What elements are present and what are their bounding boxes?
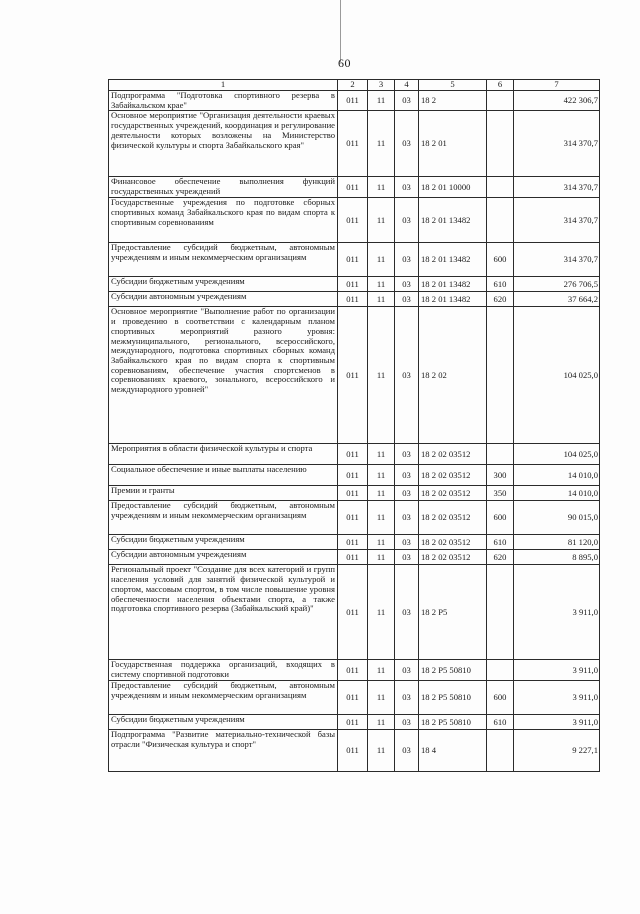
row-target-article: 18 2 02 03512 xyxy=(419,444,487,465)
row-subsection-code: 03 xyxy=(395,444,419,465)
row-expense-type xyxy=(487,565,514,660)
row-subsection-code: 03 xyxy=(395,501,419,535)
row-grbs-code: 011 xyxy=(338,243,368,277)
row-amount: 90 015,0 xyxy=(514,501,600,535)
row-section-code: 11 xyxy=(368,486,395,501)
row-grbs-code: 011 xyxy=(338,660,368,681)
row-section-code: 11 xyxy=(368,730,395,772)
row-expense-type xyxy=(487,730,514,772)
row-section-code: 11 xyxy=(368,465,395,486)
row-expense-type: 620 xyxy=(487,292,514,307)
budget-table xyxy=(108,79,600,772)
row-grbs-code: 011 xyxy=(338,91,368,111)
row-amount: 104 025,0 xyxy=(514,307,600,444)
row-expense-type: 600 xyxy=(487,681,514,715)
row-expense-type: 600 xyxy=(487,243,514,277)
row-grbs-code: 011 xyxy=(338,681,368,715)
row-target-article: 18 2 02 03512 xyxy=(419,465,487,486)
table-header-row xyxy=(109,80,600,91)
row-target-article: 18 2 P5 xyxy=(419,565,487,660)
row-expense-type xyxy=(487,307,514,444)
table-row xyxy=(109,91,600,111)
row-target-article: 18 2 01 10000 xyxy=(419,177,487,198)
scan-fold-line xyxy=(340,0,341,62)
row-amount: 314 370,7 xyxy=(514,243,600,277)
row-target-article: 18 2 01 13482 xyxy=(419,243,487,277)
row-name: Субсидии автономным учреждениям xyxy=(109,550,338,565)
row-expense-type xyxy=(487,198,514,243)
table-row xyxy=(109,681,600,715)
row-subsection-code: 03 xyxy=(395,91,419,111)
row-name: Предоставление субсидий бюджетным, автономным учреждениям и иным некоммерческим организациям xyxy=(109,501,338,535)
row-expense-type: 300 xyxy=(487,465,514,486)
row-expense-type: 600 xyxy=(487,501,514,535)
row-expense-type: 610 xyxy=(487,535,514,550)
row-name: Подпрограмма "Развитие материально-технической базы отрасли "Физическая культура и спорт" xyxy=(109,730,338,772)
row-target-article: 18 2 xyxy=(419,91,487,111)
row-amount: 8 895,0 xyxy=(514,550,600,565)
row-section-code: 11 xyxy=(368,198,395,243)
row-grbs-code: 011 xyxy=(338,111,368,177)
row-subsection-code: 03 xyxy=(395,292,419,307)
row-amount: 314 370,7 xyxy=(514,198,600,243)
table-row xyxy=(109,198,600,243)
row-amount: 3 911,0 xyxy=(514,565,600,660)
row-section-code: 11 xyxy=(368,535,395,550)
row-subsection-code: 03 xyxy=(395,730,419,772)
row-amount: 3 911,0 xyxy=(514,715,600,730)
table-row xyxy=(109,501,600,535)
row-amount: 314 370,7 xyxy=(514,177,600,198)
row-name: Основное мероприятие "Выполнение работ по организации и проведению в соответствии с календарным планом спортивных мероприятий разного уровня: межмуниципального, регионального, всероссийского, международного, подготовка спортивных сборных команд Забайкальского края по видам спорта к спортивным соревнованиям, обеспечение участия спортсменов в соревнованиях краевого, зонального, всероссийского и международного уровней" xyxy=(109,307,338,444)
table-row xyxy=(109,111,600,177)
row-amount: 14 010,0 xyxy=(514,465,600,486)
row-subsection-code: 03 xyxy=(395,465,419,486)
row-grbs-code: 011 xyxy=(338,177,368,198)
row-expense-type xyxy=(487,444,514,465)
row-expense-type: 620 xyxy=(487,550,514,565)
row-name: Государственные учреждения по подготовке сборных спортивных команд Забайкальского края по видам спорта к спортивным соревнованиям xyxy=(109,198,338,243)
column-header-1: 1 xyxy=(109,80,338,91)
row-target-article: 18 4 xyxy=(419,730,487,772)
row-section-code: 11 xyxy=(368,91,395,111)
row-section-code: 11 xyxy=(368,307,395,444)
row-name: Региональный проект "Создание для всех категорий и групп населения условий для занятий физической культурой и спортом, массовым спортом, в том числе повышение уровня обеспеченности населения объектами спорта, а также подготовка спортивного резерва (Забайкальский край)" xyxy=(109,565,338,660)
row-section-code: 11 xyxy=(368,501,395,535)
table-row xyxy=(109,660,600,681)
row-name: Субсидии бюджетным учреждениям xyxy=(109,277,338,292)
row-name: Финансовое обеспечение выполнения функций государственных учреждений xyxy=(109,177,338,198)
column-header-7: 7 xyxy=(514,80,600,91)
row-name: Подпрограмма "Подготовка спортивного резерва в Забайкальском крае" xyxy=(109,91,338,111)
row-amount: 314 370,7 xyxy=(514,111,600,177)
row-target-article: 18 2 02 03512 xyxy=(419,486,487,501)
row-amount: 3 911,0 xyxy=(514,681,600,715)
row-section-code: 11 xyxy=(368,111,395,177)
row-target-article: 18 2 02 03512 xyxy=(419,501,487,535)
row-grbs-code: 011 xyxy=(338,277,368,292)
table-row xyxy=(109,277,600,292)
table-row xyxy=(109,715,600,730)
row-target-article: 18 2 01 xyxy=(419,111,487,177)
row-subsection-code: 03 xyxy=(395,535,419,550)
column-header-6: 6 xyxy=(487,80,514,91)
row-subsection-code: 03 xyxy=(395,277,419,292)
row-section-code: 11 xyxy=(368,660,395,681)
row-grbs-code: 011 xyxy=(338,535,368,550)
row-subsection-code: 03 xyxy=(395,111,419,177)
row-grbs-code: 011 xyxy=(338,307,368,444)
row-amount: 37 664,2 xyxy=(514,292,600,307)
row-expense-type: 610 xyxy=(487,715,514,730)
row-subsection-code: 03 xyxy=(395,715,419,730)
row-target-article: 18 2 P5 50810 xyxy=(419,660,487,681)
row-target-article: 18 2 P5 50810 xyxy=(419,681,487,715)
row-amount: 9 227,1 xyxy=(514,730,600,772)
row-amount: 81 120,0 xyxy=(514,535,600,550)
row-target-article: 18 2 02 03512 xyxy=(419,550,487,565)
row-name: Премии и гранты xyxy=(109,486,338,501)
row-target-article: 18 2 01 13482 xyxy=(419,277,487,292)
table-row xyxy=(109,292,600,307)
row-section-code: 11 xyxy=(368,681,395,715)
row-subsection-code: 03 xyxy=(395,243,419,277)
row-subsection-code: 03 xyxy=(395,550,419,565)
row-target-article: 18 2 01 13482 xyxy=(419,292,487,307)
row-amount: 422 306,7 xyxy=(514,91,600,111)
row-section-code: 11 xyxy=(368,565,395,660)
row-section-code: 11 xyxy=(368,277,395,292)
row-name: Мероприятия в области физической культуры и спорта xyxy=(109,444,338,465)
table-row xyxy=(109,465,600,486)
row-target-article: 18 2 P5 50810 xyxy=(419,715,487,730)
table-row xyxy=(109,177,600,198)
row-grbs-code: 011 xyxy=(338,198,368,243)
column-header-4: 4 xyxy=(395,80,419,91)
row-section-code: 11 xyxy=(368,444,395,465)
row-grbs-code: 011 xyxy=(338,730,368,772)
row-expense-type xyxy=(487,111,514,177)
row-expense-type: 610 xyxy=(487,277,514,292)
row-section-code: 11 xyxy=(368,243,395,277)
table-row xyxy=(109,444,600,465)
row-amount: 3 911,0 xyxy=(514,660,600,681)
row-name: Субсидии бюджетным учреждениям xyxy=(109,535,338,550)
row-subsection-code: 03 xyxy=(395,177,419,198)
column-header-5: 5 xyxy=(419,80,487,91)
row-subsection-code: 03 xyxy=(395,198,419,243)
table-row xyxy=(109,535,600,550)
row-subsection-code: 03 xyxy=(395,565,419,660)
row-name: Предоставление субсидий бюджетным, автономным учреждениям и иным некоммерческим организациям xyxy=(109,243,338,277)
row-section-code: 11 xyxy=(368,177,395,198)
row-expense-type xyxy=(487,91,514,111)
row-section-code: 11 xyxy=(368,292,395,307)
row-name: Субсидии автономным учреждениям xyxy=(109,292,338,307)
page-number: 60 xyxy=(338,56,351,70)
row-target-article: 18 2 02 xyxy=(419,307,487,444)
row-target-article: 18 2 01 13482 xyxy=(419,198,487,243)
row-grbs-code: 011 xyxy=(338,486,368,501)
row-name: Предоставление субсидий бюджетным, автономным учреждениям и иным некоммерческим организациям xyxy=(109,681,338,715)
row-subsection-code: 03 xyxy=(395,486,419,501)
row-grbs-code: 011 xyxy=(338,565,368,660)
row-name: Субсидии бюджетным учреждениям xyxy=(109,715,338,730)
table-row xyxy=(109,550,600,565)
row-grbs-code: 011 xyxy=(338,292,368,307)
row-grbs-code: 011 xyxy=(338,501,368,535)
row-expense-type xyxy=(487,177,514,198)
table-row xyxy=(109,565,600,660)
row-amount: 104 025,0 xyxy=(514,444,600,465)
row-grbs-code: 011 xyxy=(338,715,368,730)
row-grbs-code: 011 xyxy=(338,444,368,465)
row-target-article: 18 2 02 03512 xyxy=(419,535,487,550)
table-row xyxy=(109,307,600,444)
column-header-3: 3 xyxy=(368,80,395,91)
row-subsection-code: 03 xyxy=(395,660,419,681)
row-name: Социальное обеспечение и иные выплаты населению xyxy=(109,465,338,486)
row-section-code: 11 xyxy=(368,715,395,730)
row-subsection-code: 03 xyxy=(395,307,419,444)
row-name: Государственная поддержка организаций, входящих в систему спортивной подготовки xyxy=(109,660,338,681)
row-grbs-code: 011 xyxy=(338,465,368,486)
row-amount: 14 010,0 xyxy=(514,486,600,501)
table-row xyxy=(109,243,600,277)
table-row xyxy=(109,486,600,501)
row-expense-type: 350 xyxy=(487,486,514,501)
row-amount: 276 706,5 xyxy=(514,277,600,292)
row-subsection-code: 03 xyxy=(395,681,419,715)
row-grbs-code: 011 xyxy=(338,550,368,565)
column-header-2: 2 xyxy=(338,80,368,91)
row-name: Основное мероприятие "Организация деятельности краевых государственных учреждений, координация и регулирование деятельности которых возложены на Министерство физической культуры и спорта Забайкальского края" xyxy=(109,111,338,177)
table-row xyxy=(109,730,600,772)
row-expense-type xyxy=(487,660,514,681)
row-section-code: 11 xyxy=(368,550,395,565)
